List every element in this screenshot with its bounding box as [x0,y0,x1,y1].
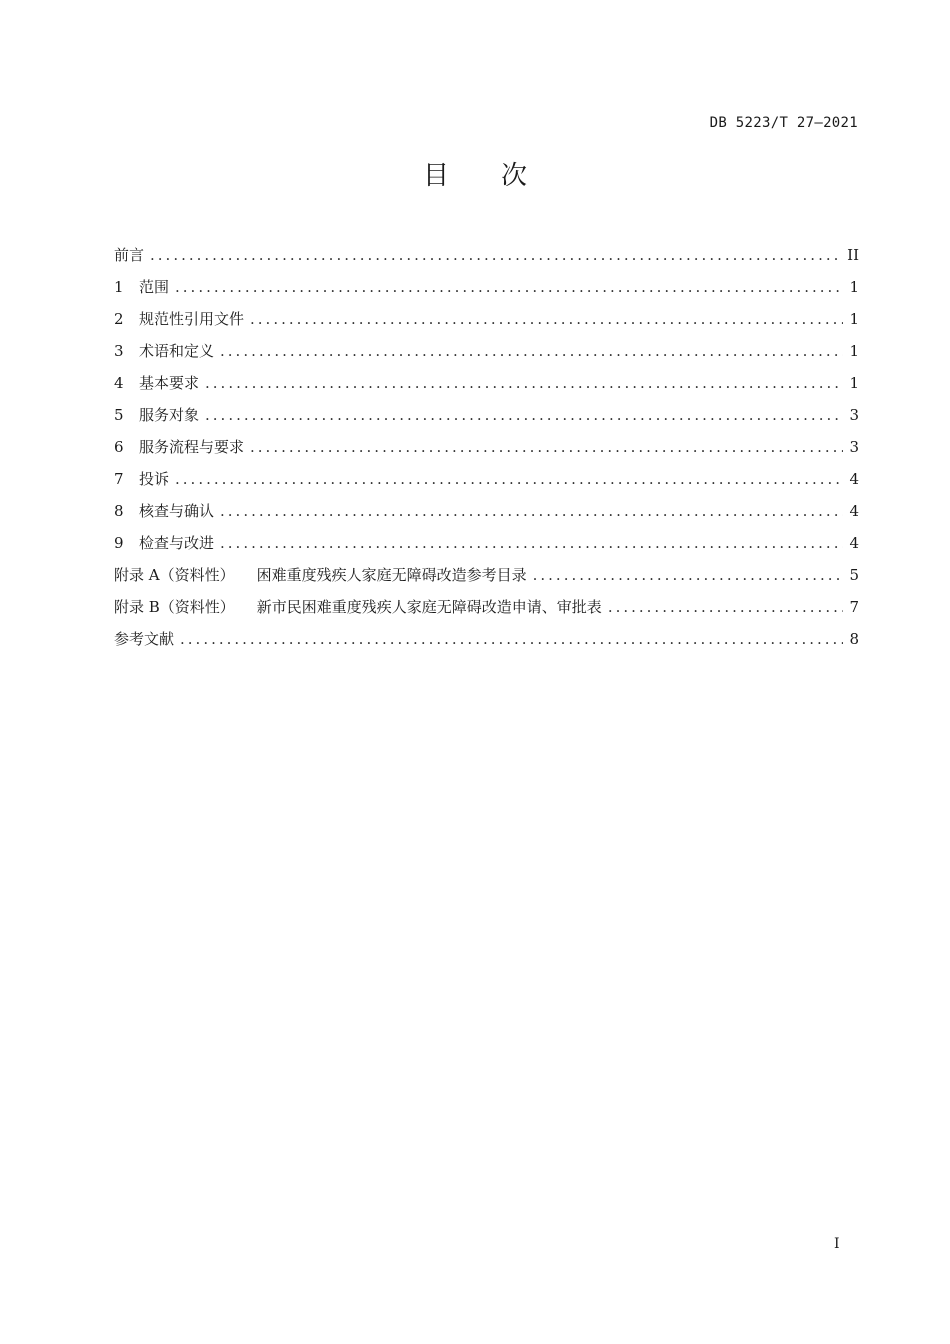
toc-entry-label: 参考文献 [114,630,175,648]
document-code: DB 5223/T 27—2021 [709,115,858,131]
toc-entry[interactable] [114,467,859,499]
toc-entry-page: 3 [849,406,859,424]
toc-entry-label [114,595,602,619]
annex-label: 附录 A（资料性） [114,566,235,584]
toc-entry-label: 核查与确认 [139,502,215,520]
toc-entry-number: 1 [114,278,124,296]
toc-entry-number: 7 [114,470,124,488]
toc-entry-page: 7 [849,598,859,616]
toc-entry-page: II [847,246,859,264]
toc-entry-page: 1 [849,310,859,328]
toc-entry-label [114,563,527,587]
toc-entry-number: 2 [114,310,124,328]
toc-entry-number: 4 [114,374,124,392]
toc-leader-dots [205,371,843,395]
toc-leader-dots [150,243,841,267]
toc-entry[interactable] [114,243,859,275]
toc-entry-label: 投诉 [139,470,170,488]
toc-entry-label: 服务对象 [139,406,200,424]
toc-entry[interactable] [114,435,859,467]
toc-entry-annex-a[interactable] [114,563,859,595]
page-number: I [834,1236,840,1252]
toc-leader-dots [533,563,843,587]
toc-entry-label: 范围 [139,278,170,296]
toc-leader-dots [220,531,843,555]
toc-entry[interactable] [114,499,859,531]
toc-entry[interactable] [114,627,859,659]
toc-entry-annex-b[interactable] [114,595,859,627]
toc-entry-number: 5 [114,406,124,424]
toc-leader-dots [250,307,843,331]
toc-entry-page: 4 [849,502,859,520]
toc-entry[interactable] [114,339,859,371]
toc-entry[interactable] [114,403,859,435]
toc-entry-page: 4 [849,470,859,488]
toc-entry-number: 3 [114,342,124,360]
toc-entry[interactable] [114,307,859,339]
table-of-contents [114,243,859,659]
toc-entry-page: 3 [849,438,859,456]
toc-leader-dots [175,467,843,491]
toc-entry-number: 9 [114,534,124,552]
annex-label: 附录 B（资料性） [114,598,235,616]
toc-leader-dots [220,499,843,523]
toc-leader-dots [205,403,843,427]
annex-title: 新市民困难重度残疾人家庭无障碍改造申请、审批表 [256,598,602,616]
toc-entry[interactable] [114,275,859,307]
toc-leader-dots [180,627,843,651]
toc-leader-dots [175,275,843,299]
toc-entry-page: 1 [849,342,859,360]
toc-entry-page: 4 [849,534,859,552]
toc-leader-dots [608,595,843,619]
toc-entry-label: 前言 [114,246,145,264]
page-title: 目次 [422,161,579,191]
toc-entry-label: 基本要求 [139,374,200,392]
annex-title: 困难重度残疾人家庭无障碍改造参考目录 [256,566,527,584]
toc-entry-label: 检查与改进 [139,534,215,552]
toc-entry-label: 术语和定义 [139,342,215,360]
toc-entry-page: 5 [849,566,859,584]
toc-entry-page: 1 [849,278,859,296]
toc-entry-label: 服务流程与要求 [139,438,245,456]
toc-entry-label: 规范性引用文件 [139,310,245,328]
toc-entry-number: 8 [114,502,124,520]
toc-entry-number: 6 [114,438,124,456]
toc-entry-page: 8 [849,630,859,648]
toc-leader-dots [250,435,843,459]
toc-leader-dots [220,339,843,363]
toc-entry-page: 1 [849,374,859,392]
toc-entry[interactable] [114,531,859,563]
toc-entry[interactable] [114,371,859,403]
